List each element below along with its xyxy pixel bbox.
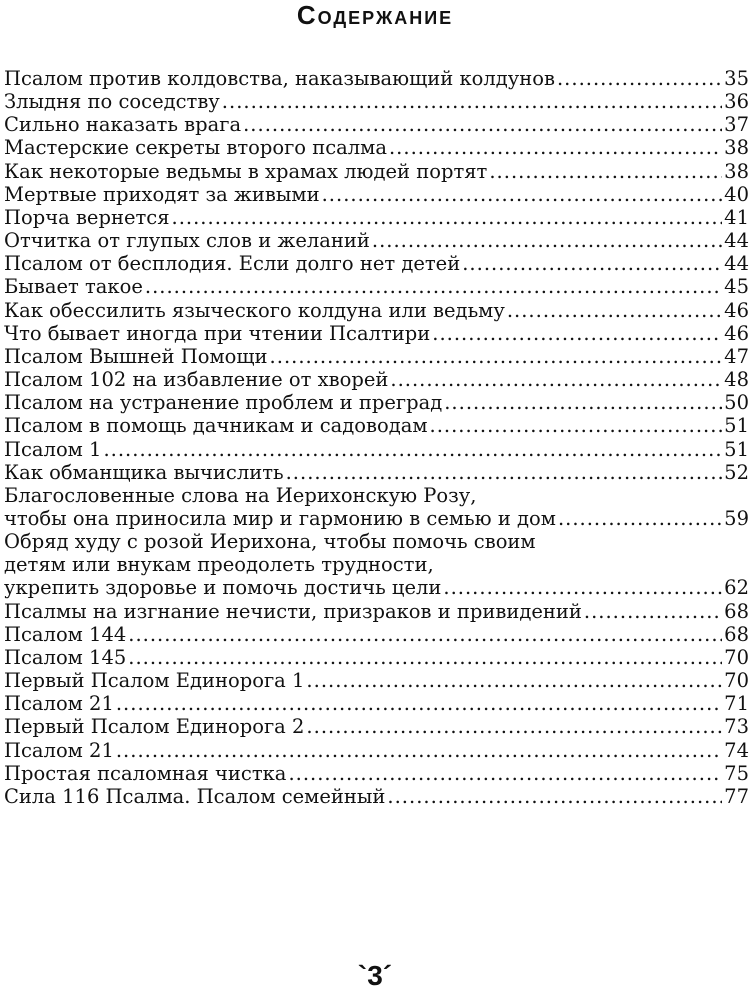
toc-entry-page: 48 [724,368,749,392]
toc-entry-title-line: Как обманщика вычислить [4,460,284,484]
toc-entry-title-line: Злыдня по соседству [4,90,220,114]
toc-entry-title-line: Мастерские секреты второго псалма [4,136,387,160]
toc-entry-page: 47 [724,344,749,368]
toc-entry-title-line: Сильно наказать врага [4,113,242,137]
toc-entry-page: 40 [724,182,749,206]
toc-entry-title-line: Псалом на устранение проблем и преград [4,391,443,415]
page-number: `3´ [357,960,393,991]
dot-leader [128,623,722,646]
dot-leader [387,785,722,808]
dot-leader [430,414,723,437]
toc-entry[interactable] [4,715,749,738]
toc-entry-page: 70 [724,645,749,669]
toc-entry-page: 36 [724,90,749,114]
toc-entry[interactable] [4,692,749,715]
dot-leader [222,90,722,113]
dot-leader [306,669,722,692]
toc-entry[interactable] [4,90,749,113]
dot-leader [116,739,722,762]
dot-leader [584,600,722,623]
toc-entry[interactable] [4,646,749,669]
toc-entry-title-line: Псалмы на изгнание нечисти, призраков и привидений [4,599,582,623]
toc-entry-title-line: Псалом 21 [4,692,114,716]
page-title: Содержание [296,0,454,30]
toc-entry-page: 51 [724,437,749,461]
dot-leader [288,762,722,785]
toc-entry[interactable] [4,762,749,785]
toc-entry-page: 68 [724,622,749,646]
dot-leader [145,275,722,298]
dot-leader [558,507,722,530]
toc-entry-page: 41 [724,205,749,229]
toc-entry-page: 45 [724,275,749,299]
toc-entry[interactable] [4,438,749,461]
toc-entry-title-line: Благословенные слова на Иерихонскую Розу, [4,483,477,507]
toc-entry-title-line: чтобы она приносила мир и гармонию в семью и дом [4,506,556,530]
toc-entry-page: 46 [724,321,749,345]
dot-leader [390,368,722,391]
toc-entry-page: 50 [724,391,749,415]
dot-leader [306,715,722,738]
dot-leader [489,160,722,183]
toc-entry-title-line: Псалом против колдовства, наказывающий колдунов [4,67,555,90]
dot-leader [462,252,722,275]
toc-entry-page: 38 [724,136,749,160]
toc-entry-title-line: Отчитка от глупых слов и желаний [4,229,370,253]
dot-leader [507,299,722,322]
dot-leader [443,576,722,599]
toc-entry-page: 51 [724,414,749,438]
toc-entry-title-line: Порча вернется [4,205,170,229]
toc-entry[interactable] [4,345,749,368]
toc-entry-page: 52 [724,460,749,484]
toc-entry[interactable] [4,623,749,646]
toc-entry-title-line: Первый Псалом Единорога 2 [4,715,305,739]
toc-entry-page: 37 [724,113,749,137]
toc-entry-page: 44 [724,252,749,276]
dot-leader [322,183,723,206]
toc-entry-page: 71 [724,692,749,716]
toc-entry[interactable] [4,669,749,692]
toc-entry-title-line: Псалом 144 [4,622,127,646]
toc-entry-page: 77 [724,784,749,808]
toc-entry[interactable] [4,160,749,183]
toc-entry-title-line: Псалом 145 [4,645,127,669]
table-of-contents [4,67,749,808]
toc-entry[interactable] [4,229,749,252]
toc-entry-page: 73 [724,715,749,739]
toc-entry-title-line: Псалом Вышней Помощи [4,344,268,368]
dot-leader [444,391,722,414]
dot-leader [389,136,722,159]
toc-entry-page: 46 [724,298,749,322]
toc-entry-title-line: Псалом от бесплодия. Если долго нет детей [4,252,461,276]
dot-leader [172,206,723,229]
toc-entry-page: 35 [724,67,749,90]
toc-entry-page: 62 [724,576,749,600]
toc-entry-title-line: Первый Псалом Единорога 1 [4,669,305,693]
toc-entry[interactable] [4,67,749,90]
toc-entry-title-line: Псалом 1 [4,437,102,461]
toc-entry-page: 38 [724,159,749,183]
toc-entry[interactable] [4,113,749,136]
toc-entry[interactable] [4,391,749,414]
toc-entry[interactable] [4,739,749,762]
toc-entry-title-line: Псалом 21 [4,738,114,762]
toc-entry[interactable] [4,275,749,298]
toc-entry-title-line: Обряд худу с розой Иерихона, чтобы помочь своим [4,530,536,554]
toc-entry[interactable] [4,530,749,599]
toc-entry-page: 70 [724,669,749,693]
toc-entry[interactable] [4,299,749,322]
toc-entry-page: 75 [724,761,749,785]
toc-entry-title-line: Сила 116 Псалма. Псалом семейный [4,784,386,808]
toc-entry[interactable] [4,785,749,808]
toc-entry[interactable] [4,252,749,275]
dot-leader [116,692,722,715]
toc-entry-page: 74 [724,738,749,762]
toc-entry-title-line: Бывает такое [4,275,143,299]
toc-entry-title-line: укрепить здоровье и помочь достичь цели [4,576,442,600]
dot-leader [103,438,722,461]
toc-entry[interactable] [4,484,749,530]
dot-leader [372,229,722,252]
dot-leader [432,322,722,345]
toc-entry-title-line: Как некоторые ведьмы в храмах людей портят [4,159,488,183]
toc-entry-title-line: Псалом 102 на избавление от хворей [4,368,389,392]
toc-entry-title-line: Мертвые приходят за живыми [4,182,320,206]
toc-entry-page: 59 [724,506,749,530]
toc-entry-title-line: детям или внукам преодолеть трудности, [4,553,434,577]
toc-entry[interactable] [4,414,749,437]
toc-entry[interactable] [4,136,749,159]
toc-entry[interactable] [4,183,749,206]
toc-entry[interactable] [4,461,749,484]
dot-leader [270,345,723,368]
dot-leader [286,461,723,484]
toc-entry-title-line: Псалом в помощь дачникам и садоводам [4,414,428,438]
toc-entry[interactable] [4,322,749,345]
toc-entry[interactable] [4,206,749,229]
dot-leader [243,113,722,136]
toc-entry-page: 44 [724,229,749,253]
dot-leader [128,646,722,669]
toc-entry-title-line: Что бывает иногда при чтении Псалтири [4,321,431,345]
toc-entry[interactable] [4,600,749,623]
dot-leader [557,67,722,90]
toc-entry-title-line: Как обессилить языческого колдуна или ведьму [4,298,505,322]
toc-entry-page: 68 [724,599,749,623]
toc-entry[interactable] [4,368,749,391]
toc-entry-title-line: Простая псаломная чистка [4,761,287,785]
